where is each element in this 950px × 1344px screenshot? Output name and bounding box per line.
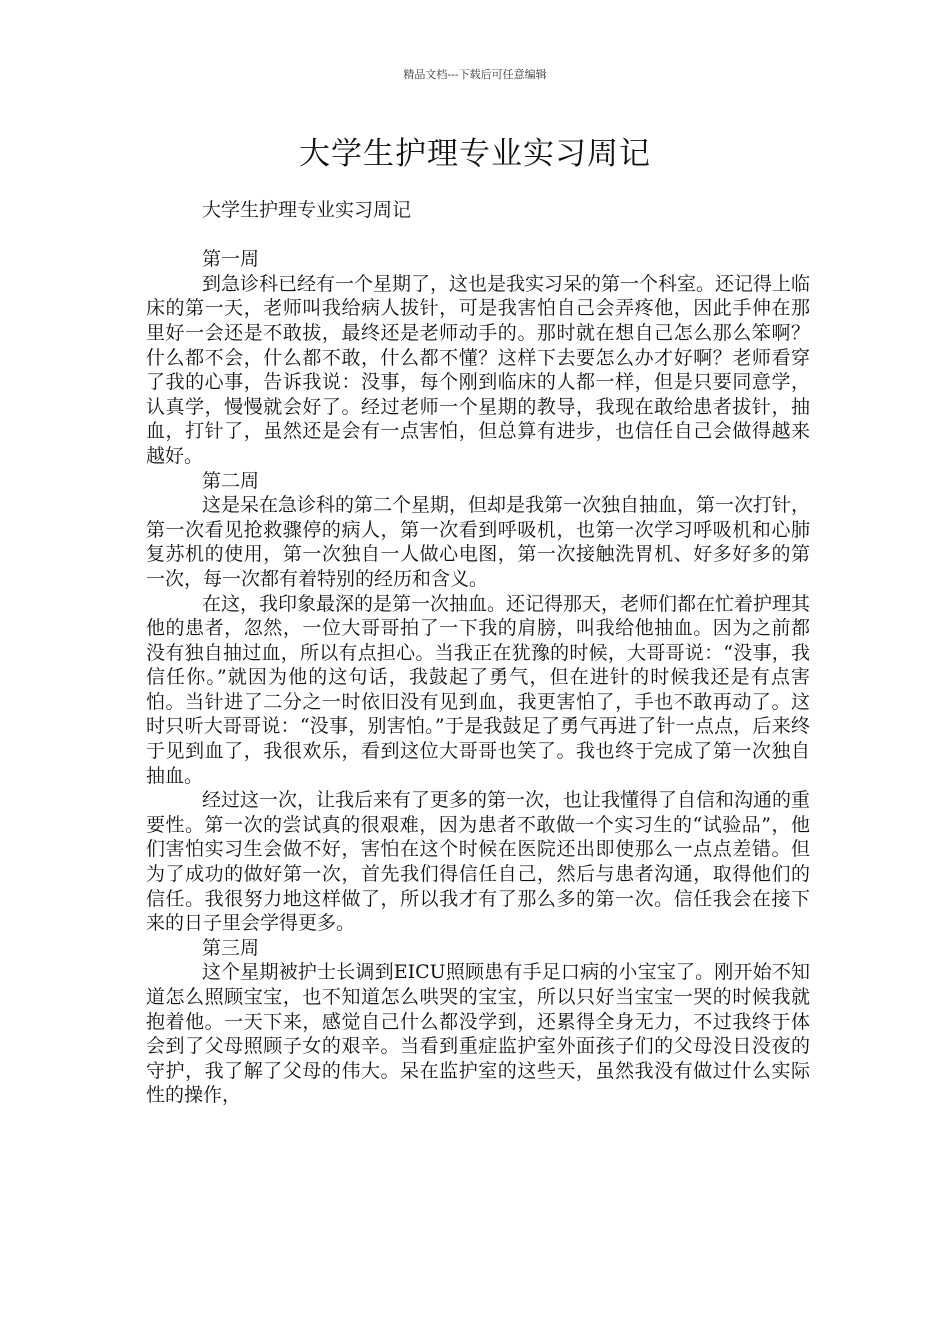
paragraph: 这是呆在急诊科的第二个星期，但却是我第一次独自抽血，第一次打针，第一次看见抢救骤停的病人，第一次看到呼吸机，也第一次学习呼吸机和心肺复苏机的使用，第一次独自一人做心电图，第一次接触洗胃机、好多好多的第一次，每一次都有着特别的经历和含义。	[146, 494, 811, 590]
week-heading: 第一周	[202, 248, 260, 271]
paragraph: 这个星期被护士长调到EICU照顾患有手足口病的小宝宝了。刚开始不知道怎么照顾宝宝，也不知道怎么哄哭的宝宝，所以只好当宝宝一哭的时候我就抱着他。一天下来，感觉自己什么都没学到，还累得全身无力，不过我终于体会到了父母照顾子女的艰辛。当看到重症监护室外面孩子们的父母没日没夜的守护，我了解了父母的伟大。呆在监护室的这些天，虽然我没有做过什么实际性的操作，	[146, 961, 810, 1107]
header-note: 精品文档---下载后可任意编辑	[403, 68, 547, 81]
paragraph: 经过这一次，让我后来有了更多的第一次，也让我懂得了自信和沟通的重要性。第一次的尝试真的很艰难，因为患者不敢做一个实习生的“试验品”，他们害怕实习生会做不好，害怕在这个时候在医院还出即使那么一点点差错。但为了成功的做好第一次，首先我们得信任自己，然后与患者沟通，取得他们的信任。我很努力地这样做了，所以我才有了那么多的第一次。信任我会在接下来的日子里会学得更多。	[146, 789, 811, 935]
week-heading: 第二周	[202, 469, 260, 492]
week-heading: 第三周	[202, 936, 260, 959]
document-subtitle: 大学生护理专业实习周记	[202, 199, 412, 221]
paragraph: 在这，我印象最深的是第一次抽血。还记得那天，老师们都在忙着护理其他的患者，忽然，一位大哥哥拍了一下我的肩膀，叫我给他抽血。因为之前都没有独自抽过血，所以有点担心。当我正在犹豫的时候，大哥哥说：“没事，我信任你。”就因为他的这句话，我鼓起了勇气，但在进针的时候我还是有点害怕。当针进了二分之一时依旧没有见到血，我更害怕了，手也不敢再动了。这时只听大哥哥说：“没事，别害怕。”于是我鼓足了勇气再进了针一点点，后来终于见到血了，我很欢乐，看到这位大哥哥也笑了。我也终于完成了第一次独自抽血。	[146, 592, 811, 787]
paragraph: 到急诊科已经有一个星期了，这也是我实习呆的第一个科室。还记得上临床的第一天，老师叫我给病人拔针，可是我害怕自己会弄疼他，因此手伸在那里好一会还是不敢拔，最终还是老师动手的。那时就在想自己怎么那么笨啊？什么都不会，什么都不敢，什么都不懂？这样下去要怎么办才好啊？老师看穿了我的心事，告诉我说：没事，每个刚到临床的人都一样，但是只要同意学，认真学，慢慢就会好了。经过老师一个星期的教导，我现在敢给患者拔针，抽血，打针了，虽然还是会有一点害怕，但总算有进步，也信任自己会做得越来越好。	[146, 272, 811, 467]
document-body	[146, 198, 810, 1108]
document-title: 大学生护理专业实习周记	[299, 136, 651, 172]
